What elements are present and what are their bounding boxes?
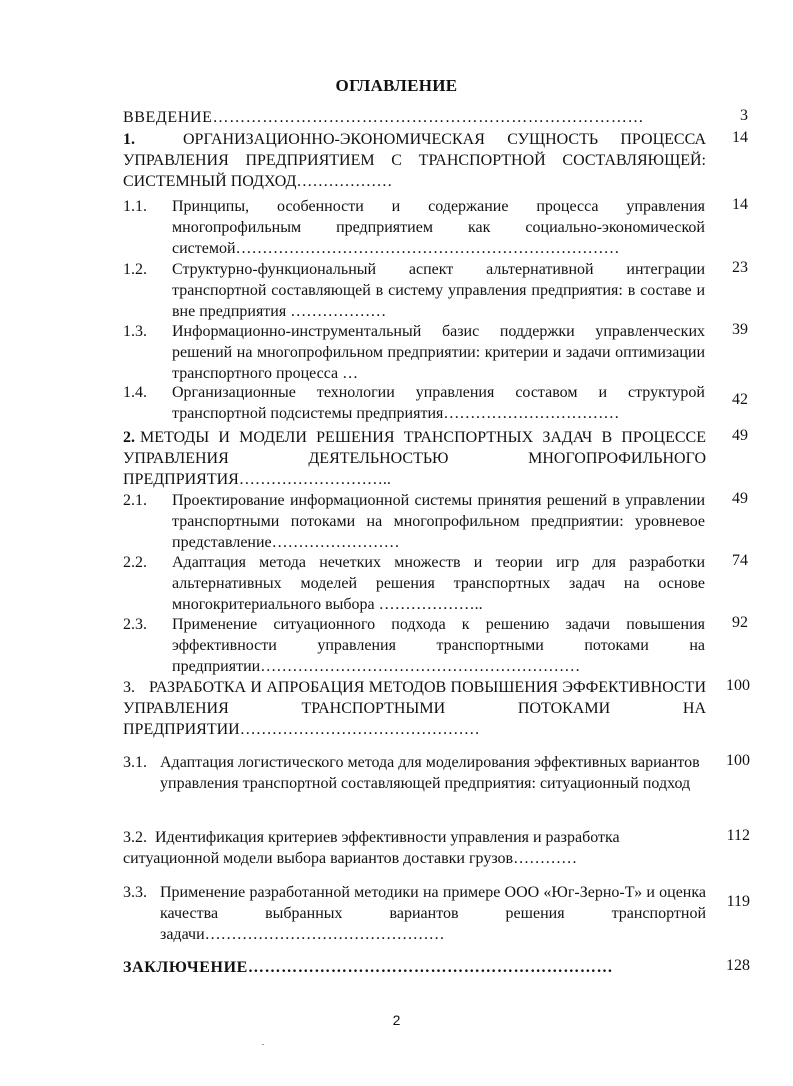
- toc-entry-section-2-2: Адаптация метода нечетких множеств и теории игр для разработки альтернативных моделей решения транспортных задач на основе многокритериального выбора ………………..: [172, 554, 705, 613]
- toc-entry-number: 2.1.: [123, 492, 147, 509]
- toc-entry-chapter-1: [123, 129, 706, 192]
- toc-entry-number: 1.4.: [123, 384, 147, 401]
- toc-page-number: 74: [732, 552, 748, 569]
- toc-entry-text: МЕТОДЫ И МОДЕЛИ РЕШЕНИЯ ТРАНСПОРТНЫХ ЗАДАЧ В ПРОЦЕССЕ УПРАВЛЕНИЯ ДЕЯТЕЛЬНОСТЬЮ МНОГОПРОФИЛЬНОГО ПРЕДПРИЯТИЯ………………………..: [123, 429, 706, 488]
- toc-page-number: 112: [726, 827, 750, 844]
- toc-page-number: 3: [740, 107, 748, 124]
- toc-entry-number: 1.3.: [123, 323, 147, 340]
- toc-entry-number: 3.1.: [123, 754, 147, 771]
- toc-entry-section-2-3: Применение ситуационного подхода к решению задачи повышения эффективности управления транспортными потоками на предприятии……………………………………………………: [172, 616, 705, 675]
- toc-page-number: 119: [726, 893, 750, 910]
- toc-entry-conclusion: [123, 957, 703, 978]
- toc-entry-number: 3.3.: [123, 884, 147, 901]
- toc-page-number: 100: [726, 677, 750, 694]
- toc-page-number: 92: [732, 614, 748, 631]
- toc-entry-section-1-1: Принципы, особенности и содержание процесса управления многопрофильным предприятием как социально-экономической системой………………………………………………………………: [172, 198, 705, 257]
- toc-page-number: 49: [732, 427, 748, 444]
- toc-page-number: 128: [726, 957, 750, 974]
- toc-entry-section-3-1: Адаптация логистического метода для моделирования эффективных вариантов управления транспортной составляющей предприятия: ситуационный подход: [160, 754, 700, 792]
- toc-entry-number: 2.2.: [123, 554, 147, 571]
- toc-entry-section-1-2: Структурно-функциональный аспект альтернативной интеграции транспортной составляющей в систему управления предприятия: в составе и вне предприятия ………………: [172, 261, 705, 320]
- toc-page-number: 23: [732, 259, 748, 276]
- toc-page-number: 100: [726, 752, 750, 769]
- toc-entry-section-3-2: [123, 827, 706, 869]
- toc-entry-text: ЗАКЛЮЧЕНИЕ…………………………………………………………: [123, 959, 614, 976]
- page-number: 2: [392, 1012, 401, 1028]
- toc-entry-number: 1.1.: [123, 198, 147, 215]
- toc-entry-number: 2.3.: [123, 616, 147, 633]
- toc-entry-section-3-3: Применение разработанной методики на примере ООО «Юг-Зерно-Т» и оценка качества выбранных вариантов решения транспортной задачи………………………………………: [160, 884, 706, 943]
- toc-entry-number: 3.2.: [123, 829, 147, 846]
- toc-entry-section-1-3: Информационно-инструментальный базис поддержки управленческих решений на многопрофильном предприятии: критерии и задачи оптимизации транспортного процесса …: [172, 323, 705, 382]
- toc-page-number: 14: [732, 196, 748, 213]
- toc-entry-chapter-3: [123, 677, 706, 740]
- toc-entry-number: 3.: [123, 679, 135, 696]
- scan-mark: [262, 1044, 264, 1045]
- toc-page-number: 14: [732, 129, 748, 146]
- toc-entry-chapter-2: [123, 427, 706, 490]
- page-title: ОГЛАВЛЕНИЕ: [335, 76, 458, 95]
- toc-entry-number: 1.: [123, 131, 135, 148]
- toc-entry-section-1-4: Организационные технологии управления составом и структурой транспортной подсистемы предприятия……………………………: [172, 384, 705, 422]
- toc-entry-text: РАЗРАБОТКА И АПРОБАЦИЯ МЕТОДОВ ПОВЫШЕНИЯ ЭФФЕКТИВНОСТИ УПРАВЛЕНИЯ ТРАНСПОРТНЫМИ ПОТОКАМИ НА ПРЕДПРИЯТИИ………………………………………: [123, 679, 706, 738]
- toc-entry-text: ОРГАНИЗАЦИОННО-ЭКОНОМИЧЕСКАЯ СУЩНОСТЬ ПРОЦЕССА УПРАВЛЕНИЯ ПРЕДПРИЯТИЕМ С ТРАНСПОРТНОЙ СОСТАВЛЯЮЩЕЙ: СИСТЕМНЫЙ ПОДХОД………………: [123, 131, 706, 190]
- toc-page-number: 39: [732, 321, 748, 338]
- toc-entry-text: ВВЕДЕНИЕ……………………………………………………………………: [123, 109, 645, 126]
- toc-entry-text: Идентификация критериев эффективности управления и разработка ситуационной модели выбора вариантов доставки грузов…………: [123, 829, 620, 867]
- toc-entry-number: 2.: [123, 429, 135, 446]
- toc-page-number: 42: [732, 391, 748, 408]
- toc-entry-section-2-1: Проектирование информационной системы принятия решений в управлении транспортными потоками на многопрофильном предприятии: уровневое представление……………………: [172, 492, 705, 551]
- toc-entry-number: 1.2.: [123, 261, 147, 278]
- toc-entry-introduction: [123, 107, 703, 128]
- toc-page-number: 49: [732, 490, 748, 507]
